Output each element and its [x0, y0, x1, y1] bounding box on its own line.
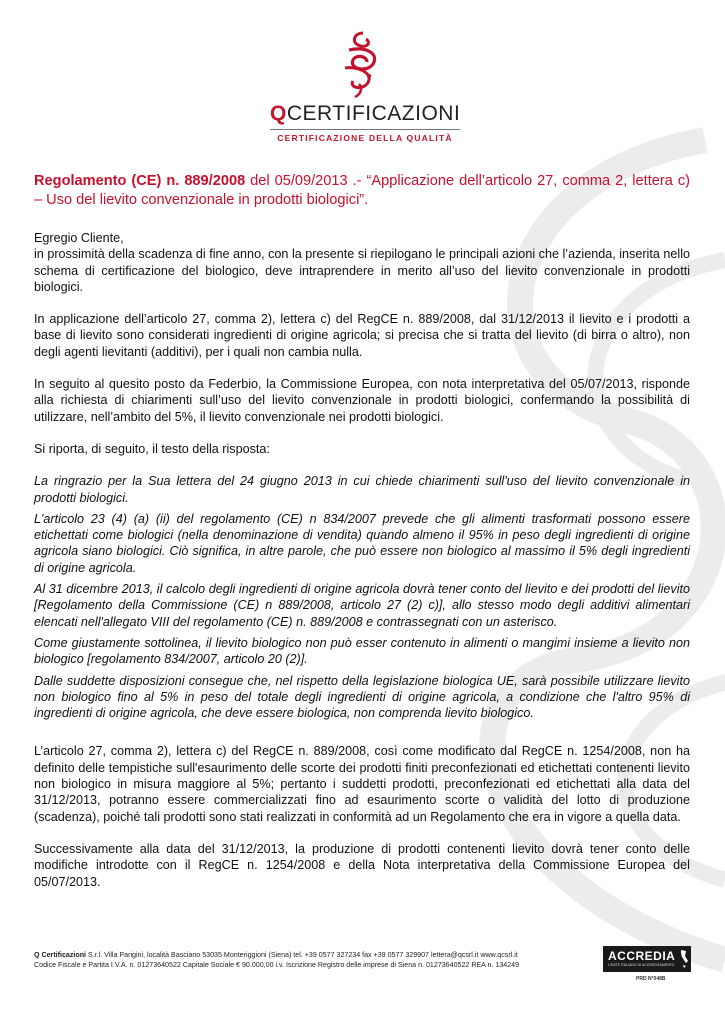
- paragraph-after-date: Successivamente alla data del 31/12/2013, la produzione di prodotti contenenti lievito dovrà tener conto delle modifiche introdotte con il RegCE n. 1254/2008 e della Nota interpretativa della Commissione Europea del 05/07/2013.: [34, 841, 690, 889]
- brand-divider: [270, 129, 460, 130]
- title-regulation: Regolamento (CE) n. 889/2008: [34, 173, 246, 189]
- quote-paragraph-2: L'articolo 23 (4) (a) (ii) del regolamento (CE) n 834/2007 prevede che gli alimenti trasformati possono essere etichettati come biologici (nella denominazione di vendita) quando almeno il 95% in peso degli ingredienti di origine agricola siano biologici. Ciò significa, in altre parole, che può essere non biologico al massimo il 5% degli ingredienti di origine agricola.: [34, 511, 690, 575]
- letter-body: [34, 172, 690, 890]
- footer-contacts: S.r.l. Villa Parigini, località Basciano 53035 Monteriggioni (Siena) tel. +39 0577 327234 fax +39 0577 329907 lettera@qcsrl.it www.qcsrl.it: [86, 951, 518, 959]
- brand-q-letter: Q: [270, 102, 287, 125]
- quote-paragraph-4: Come giustamente sottolinea, il lievito biologico non può esser contenuto in alimenti o mangimi insieme a lievito non biologico [regolamento 834/2007, articolo 20 (2)].: [34, 635, 690, 667]
- italy-map-icon: [679, 949, 689, 969]
- paragraph-federbio: In seguito al quesito posto da Federbio, la Commissione Europea, con nota interpretativa del 05/07/2013, risponde alla richiesta di chiarimenti sull’uso del lievito convenzionale in prodotti biologici, confermando la possibilità di utilizzare, nell’ambito del 5%, il lievito convenzionale nei prodotti biologici.: [34, 377, 690, 424]
- footer-company-info: [34, 950, 594, 970]
- quote-paragraph-5: Dalle suddette disposizioni consegue che, nel rispetto della legislazione biologica UE, sarà possibile utilizzare lievito non biologico fino al 5% in peso del totale degli ingredienti di origine agricola, a condizione che l'altro 95% di ingredienti di origine agricola, che deve essere biologica, non comprenda lievito biologico.: [34, 673, 690, 721]
- accredia-badge: [603, 946, 691, 972]
- brand-name-text: CERTIFICAZIONI: [286, 102, 461, 125]
- swirl-logo-icon: [337, 30, 387, 100]
- title-subject: del 05/09/2013 .- “Applicazione dell’articolo 27, comma 2, lettera c) – Uso del lievito convenzionale in prodotti biologici”.: [34, 173, 690, 208]
- paragraph-stock: L’articolo 27, comma 2), lettera c) del RegCE n. 889/2008, così come modificato dal RegCE n. 1254/2008, non ha definito delle tempistiche sull'esaurimento delle scorte dei prodotti finiti preconfezionati ed etichettati contenenti lievito non biologico in misura maggiore al 5%; pertanto i suddetti prodotti, preconfezionati ed etichettati alla data del 31/12/2013, potranno essere commercializzati fino ad esaurimento scorte o validità del lotto di produzione (scadenza), poiché tali prodotti sono stati realizzati in conformità ad un Regolamento che era in vigore a quella data.: [34, 744, 690, 824]
- brand-name: [270, 102, 460, 126]
- accredia-subtitle: L'ENTE ITALIANO DI ACCREDITAMENTO: [608, 963, 675, 967]
- paragraph-application: In applicazione dell’articolo 27, comma 2), lettera c) del RegCE n. 889/2008, dal 31/12/2013 il lievito e i prodotti a base di lievito sono considerati ingredienti di origine agricola; si precisa che si tratta del lievito (di birra o altro), non degli agenti lievitanti (additivi), per i quali non cambia nulla.: [34, 312, 690, 359]
- letterhead: [0, 30, 725, 150]
- brand-tagline: CERTIFICAZIONE DELLA QUALITÀ: [277, 133, 453, 143]
- paragraph-intro: in prossimità della scadenza di fine anno, con la presente si riepilogano le principali azioni che l’azienda, inserita nello schema di certificazione del biologico, deve intraprendere in merito all’uso del lievito convenzionale in prodotti biologici.: [34, 247, 690, 294]
- greeting: Egregio Cliente,: [34, 231, 124, 245]
- paragraph-quote-intro: Si riporta, di seguito, il testo della risposta:: [34, 441, 270, 456]
- quote-paragraph-1: La ringrazio per la Sua lettera del 24 giugno 2013 in cui chiede chiarimenti sull'uso del lievito convenzionale in prodotti biologici.: [34, 474, 690, 505]
- footer-line-address: [34, 950, 594, 960]
- accredia-name: ACCREDIA: [608, 949, 676, 963]
- brand-block: [270, 102, 460, 143]
- footer-line-registration: Codice Fiscale e Partita I.V.A. n. 01273640522 Capitale Sociale € 90.000,00 i.v. Iscrizione Registro delle imprese di Siena n. 01273640522 REA n. 134249: [34, 961, 520, 969]
- document-title: [34, 172, 690, 209]
- accreditation-code: PRD N°048B: [636, 976, 666, 982]
- footer-company-name: Q Certificazioni: [34, 951, 87, 959]
- quote-paragraph-3: Al 31 dicembre 2013, il calcolo degli ingredienti di origine agricola dovrà tener conto del lievito e dei prodotti del lievito [Regolamento della Commissione (CE) n 889/2008, articolo 27 (2) c)], allo stesso modo degli additivi alimentari elencati nell'allegato VIII del regolamento (CE) n. 889/2008 e contrassegnati con un asterisco.: [34, 582, 690, 629]
